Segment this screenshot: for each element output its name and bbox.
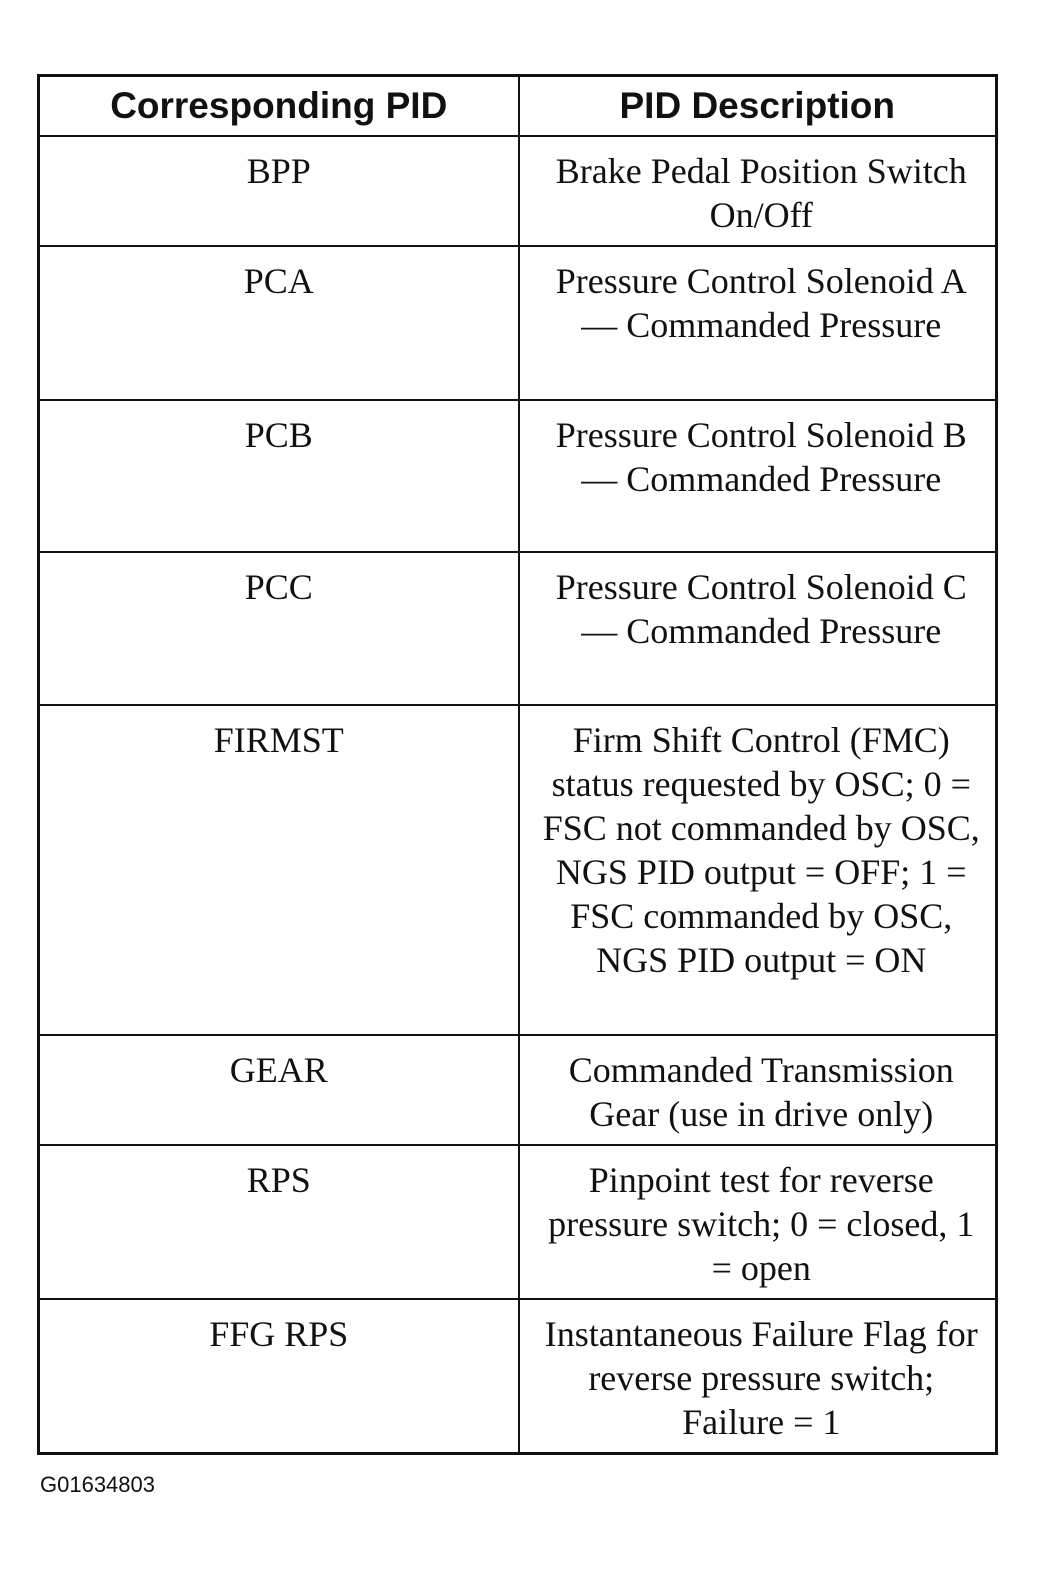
description-cell: Instantaneous Failure Flag for reverse pressure switch; Failure = 1 — [519, 1299, 997, 1454]
table-row — [39, 552, 997, 705]
pid-cell: PCB — [39, 400, 519, 552]
table-row — [39, 246, 997, 400]
pid-cell: FFG RPS — [39, 1299, 519, 1454]
table-row — [39, 1035, 997, 1145]
table-row — [39, 1299, 997, 1454]
pid-cell: GEAR — [39, 1035, 519, 1145]
pid-cell: PCC — [39, 552, 519, 705]
description-cell: Pressure Control Solenoid C — Commanded Pressure — [519, 552, 997, 705]
table-row — [39, 705, 997, 1035]
description-cell: Pinpoint test for reverse pressure switch; 0 = closed, 1 = open — [519, 1145, 997, 1299]
table-row — [39, 1145, 997, 1299]
table-row — [39, 136, 997, 246]
description-cell: Brake Pedal Position Switch On/Off — [519, 136, 997, 246]
description-cell: Firm Shift Control (FMC) status requested by OSC; 0 = FSC not commanded by OSC, NGS PID output = OFF; 1 = FSC commanded by OSC, NGS PID output = ON — [519, 705, 997, 1035]
pid-cell: PCA — [39, 246, 519, 400]
header-corresponding-pid: Corresponding PID — [39, 76, 519, 137]
table-row — [39, 400, 997, 552]
pid-cell: FIRMST — [39, 705, 519, 1035]
description-cell: Pressure Control Solenoid B — Commanded Pressure — [519, 400, 997, 552]
figure-id: G01634803 — [40, 1472, 155, 1497]
pid-cell: RPS — [39, 1145, 519, 1299]
pid-table — [37, 74, 998, 1455]
pid-cell: BPP — [39, 136, 519, 246]
description-cell: Commanded Transmission Gear (use in drive only) — [519, 1035, 997, 1145]
table-header-row — [39, 76, 997, 137]
description-cell: Pressure Control Solenoid A — Commanded Pressure — [519, 246, 997, 400]
header-pid-description: PID Description — [519, 76, 997, 137]
